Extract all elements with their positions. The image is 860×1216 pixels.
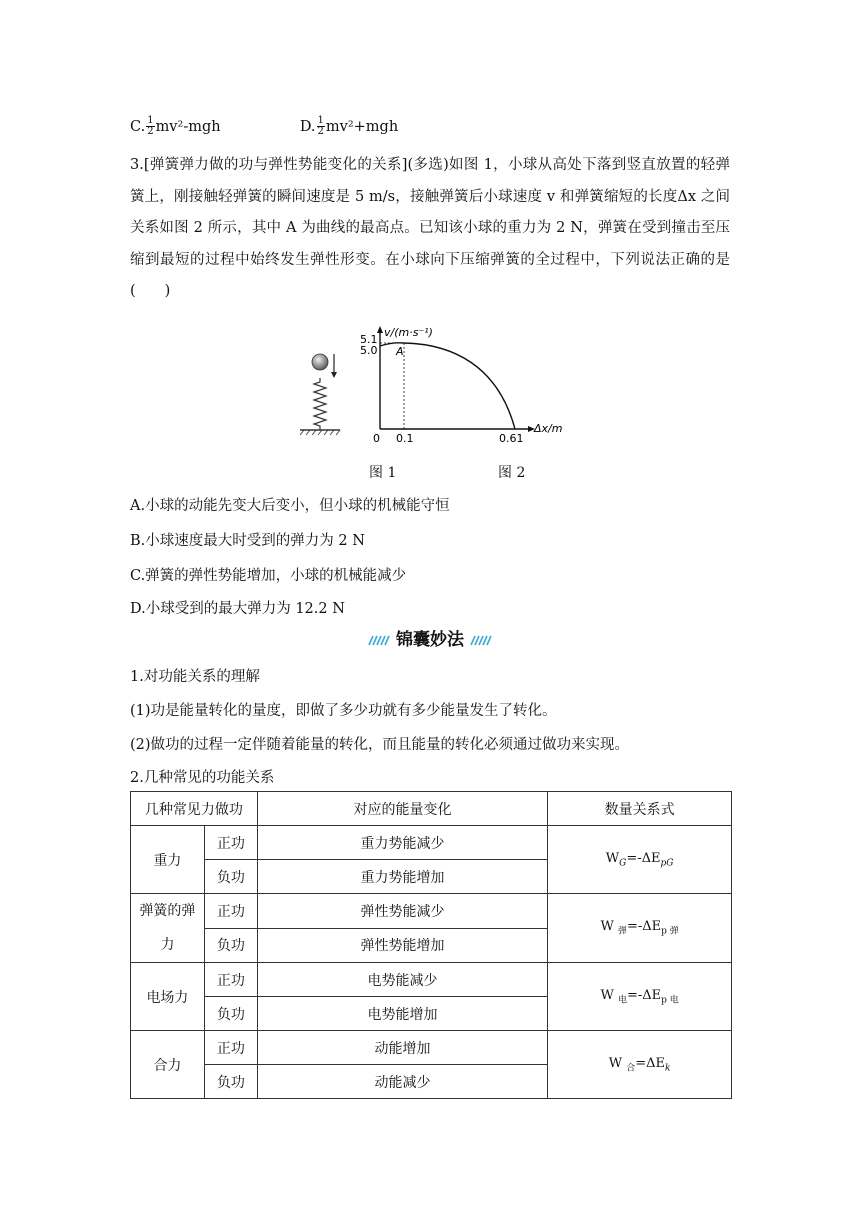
ball xyxy=(312,354,328,370)
option-c: C. $\frac{1}{2}$ mv²-mgh xyxy=(130,115,221,137)
point-a-label: A xyxy=(396,345,404,358)
question-3-text: 3.[弹簧弹力做的功与弹性势能变化的关系](多选)如图 1，小球从高处下落到竖直放置的轻弹簧上，刚接触轻弹簧的瞬间速度是 5 m/s，接触弹簧后小球速度 v 和弹簧缩短的长度Δx 之间关系如图 2 所示，其中 A 为曲线的最高点。已知该小球的重力为 2 N，弹簧在受到撞击至压缩到最短的过程中始终发生弹性形变。在小球向下压缩弹簧的全过程中，下列说法正确的是( ) xyxy=(130,157,730,299)
x-tick-0-1: 0.1 xyxy=(396,432,414,445)
energy-change-cell: 电势能增加 xyxy=(257,997,547,1031)
y-tick-5-0: 5.0 xyxy=(360,344,378,357)
work-energy-table xyxy=(130,791,732,1099)
fraction: $\frac{1}{2}$ xyxy=(317,115,324,137)
y-tick-5-1: 5.1 xyxy=(360,333,378,346)
banner-title: 锦囊妙法 xyxy=(396,630,464,650)
energy-change-cell: 弹性势能增加 xyxy=(257,928,547,963)
option-d: D. $\frac{1}{2}$ mv²+mgh xyxy=(299,115,399,137)
work-sign-cell: 负功 xyxy=(204,997,257,1031)
table-header: 对应的能量变化 xyxy=(257,792,547,826)
work-sign-cell: 负功 xyxy=(204,928,257,963)
energy-change-cell: 弹性势能减少 xyxy=(257,894,547,929)
force-cell: 弹簧的弹 力 xyxy=(131,894,205,963)
spring xyxy=(314,378,326,430)
force-cell: 重力 xyxy=(131,826,205,894)
table-header: 几种常见力做功 xyxy=(131,792,258,826)
table-header-row xyxy=(131,792,732,826)
energy-change-cell: 动能增加 xyxy=(257,1031,547,1065)
options-c-d xyxy=(130,116,398,137)
choice-c: C.弹簧的弹性势能增加，小球的机械能减少 xyxy=(130,568,407,584)
table-row xyxy=(131,826,732,860)
choice-b: B.小球速度最大时受到的弹力为 2 N xyxy=(130,533,365,549)
work-sign-cell: 负功 xyxy=(204,860,257,894)
formula-cell: W $_合=\Delta E_k$ xyxy=(548,1031,732,1099)
section-2-heading: 2.几种常见的功能关系 xyxy=(130,770,275,786)
figure-2-caption: 图 2 xyxy=(498,465,526,481)
formula-cell: W $_弹=-\Delta E_{p 弹}$ xyxy=(548,894,732,963)
section-1-heading: 1.对功能关系的理解 xyxy=(130,669,260,685)
choice-a: A.小球的动能先变大后变小，但小球的机械能守恒 xyxy=(130,498,450,514)
x-tick-0-61: 0.61 xyxy=(499,432,524,445)
work-sign-cell: 正功 xyxy=(204,1031,257,1065)
work-sign-cell: 正功 xyxy=(204,894,257,929)
y-axis-label: v/(m·s⁻¹) xyxy=(384,326,433,339)
work-sign-cell: 正功 xyxy=(204,826,257,860)
x-axis-label: Δx/m xyxy=(534,422,563,435)
section-1-p1: (1)功是能量转化的量度，即做了多少功就有多少能量发生了转化。 xyxy=(130,703,557,719)
table-row xyxy=(131,1031,732,1065)
table-row xyxy=(131,963,732,997)
table-row xyxy=(131,894,732,929)
work-sign-cell: 负功 xyxy=(204,1065,257,1099)
figure-1-spring xyxy=(296,348,346,438)
energy-change-cell: 重力势能增加 xyxy=(257,860,547,894)
fraction: $\frac{1}{2}$ xyxy=(147,115,154,137)
formula-cell: $W_G=-\Delta E_{pG}$ xyxy=(548,826,732,894)
figure-1-caption: 图 1 xyxy=(369,465,397,481)
force-cell: 合力 xyxy=(131,1031,205,1099)
force-cell: 电场力 xyxy=(131,963,205,1031)
energy-change-cell: 电势能减少 xyxy=(257,963,547,997)
origin-label: 0 xyxy=(373,432,380,445)
figure-2-graph xyxy=(358,326,568,446)
energy-change-cell: 重力势能减少 xyxy=(257,826,547,860)
table-header: 数量关系式 xyxy=(548,792,732,826)
tips-banner xyxy=(365,628,495,652)
energy-change-cell: 动能减少 xyxy=(257,1065,547,1099)
section-1-p2: (2)做功的过程一定伴随着能量的转化，而且能量的转化必须通过做功来实现。 xyxy=(130,737,630,753)
formula-cell: W $_电=-\Delta E_{p 电}$ xyxy=(548,963,732,1031)
work-sign-cell: 正功 xyxy=(204,963,257,997)
choice-d: D.小球受到的最大弹力为 12.2 N xyxy=(130,601,345,617)
